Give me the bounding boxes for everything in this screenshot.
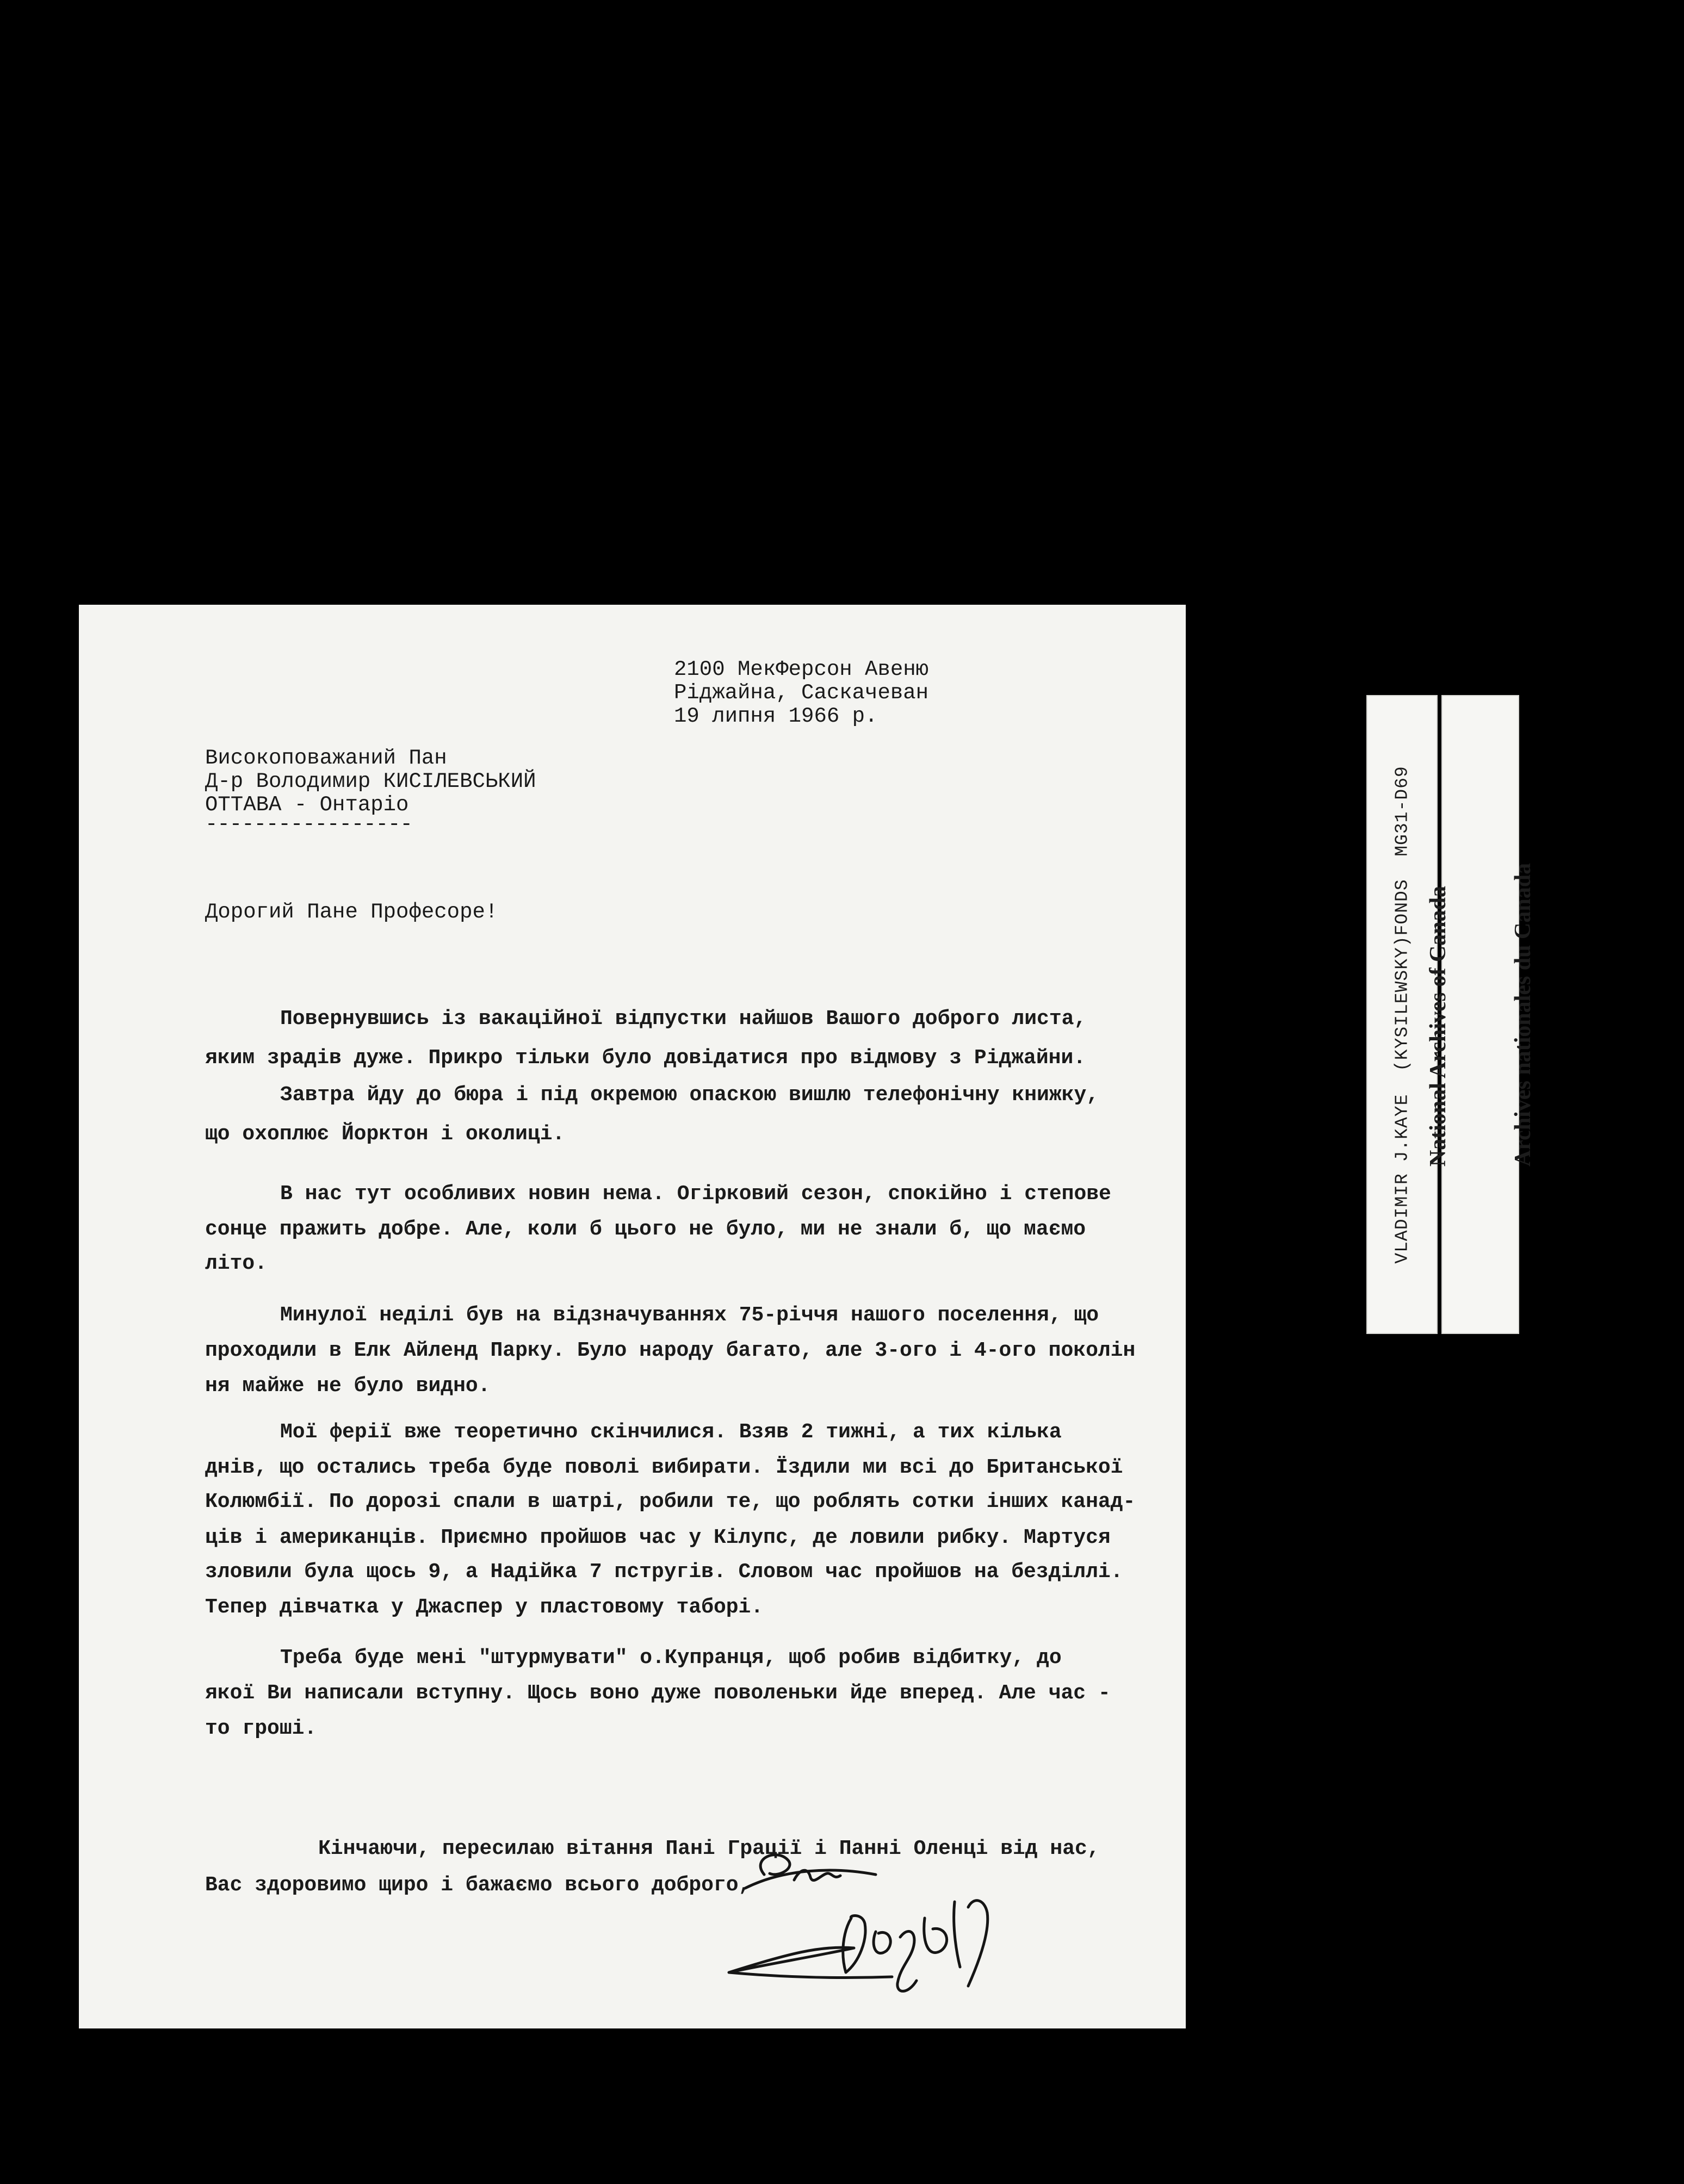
recipient-underline: ----------------- xyxy=(205,812,412,836)
recipient-line: Високоповажаний Пан xyxy=(205,746,447,770)
body-line: днів, що остались треба буде поволі вибирати. Їздили ми всі до Британської xyxy=(205,1456,1123,1479)
recipient-line: Д-р Володимир КИСІЛЕВСЬКИЙ xyxy=(205,770,536,793)
recipient-line: ОТТАВА - Онтаріо xyxy=(205,793,409,817)
body-line: Завтра йду до бюра і під окремою опаскою вишлю телефонічну книжку, xyxy=(280,1083,1099,1107)
handwritten-signature xyxy=(713,1836,1001,2005)
body-line: сонце пражить добре. Але, коли б цього не було, ми не знали б, що маємо xyxy=(205,1218,1086,1241)
sender-address-line: 2100 МекФерсон Авеню xyxy=(674,657,929,681)
body-line: В нас тут особливих новин нема. Огірковий сезон, спокійно і степове xyxy=(280,1182,1111,1206)
body-line: Колюмбії. По дорозі спали в шатрі, робили те, що роблять сотки інших канад- xyxy=(205,1490,1136,1513)
archives-label xyxy=(1367,863,1594,1166)
fonds-label: VLADIMIR J.KAYE (KYSILEWSKY)FONDS MG31-D69 xyxy=(1392,765,1412,1264)
body-line: Минулої неділі був на відзначуваннях 75-річчя нашого поселення, що xyxy=(280,1304,1099,1327)
body-line: проходили в Елк Айленд Парку. Було народу багато, але 3-ого і 4-ого поколін xyxy=(205,1339,1136,1362)
closing-line: Вас здоровимо щиро і бажаємо всього доброго, xyxy=(205,1873,751,1897)
letter-date: 19 липня 1966 р. xyxy=(674,704,878,728)
archives-label-en: National Archives of Canada xyxy=(1425,885,1451,1167)
body-line: якої Ви написали вступну. Щось воно дуже поволеньки йде вперед. Але час - xyxy=(205,1682,1111,1705)
sender-address-line: Ріджайна, Саскачеван xyxy=(674,681,929,705)
body-line: літо. xyxy=(205,1252,268,1275)
letter-page xyxy=(79,605,1186,2028)
body-line: Треба буде мені "штурмувати" о.Купранця, щоб робив відбитку, до xyxy=(280,1646,1062,1670)
archives-label-fr: Archives nationales du Canada xyxy=(1510,863,1536,1167)
body-line: Кінчаючи, пересилаю вітання Пані Грації і Панні Оленці від нас, xyxy=(318,1837,1100,1860)
body-line: то гроші. xyxy=(205,1717,317,1740)
body-line: яким зрадів дуже. Прикро тільки було довідатися про відмову з Ріджайни. xyxy=(205,1046,1086,1070)
archives-label-tab xyxy=(1425,695,1536,1334)
body-line: Мої ферії вже теоретично скінчилися. Взяв 2 тижні, а тих кілька xyxy=(280,1420,1062,1444)
salutation: Дорогий Пане Професоре! xyxy=(205,900,498,924)
body-line: що охоплює Йорктон і околиці. xyxy=(205,1122,565,1146)
body-line: Тепер дівчатка у Джаспер у пластовому таборі. xyxy=(205,1596,764,1619)
body-line: ня майже не було видно. xyxy=(205,1374,491,1398)
body-line: ців і американців. Приємно пройшов час у Кілупс, де ловили рибку. Мартуся xyxy=(205,1526,1111,1549)
body-line: Повернувшись із вакаційної відпустки найшов Вашого доброго листа, xyxy=(280,1007,1087,1031)
body-line: зловили була щось 9, а Надійка 7 пстругів. Словом час пройшов на безділлі. xyxy=(205,1560,1123,1584)
